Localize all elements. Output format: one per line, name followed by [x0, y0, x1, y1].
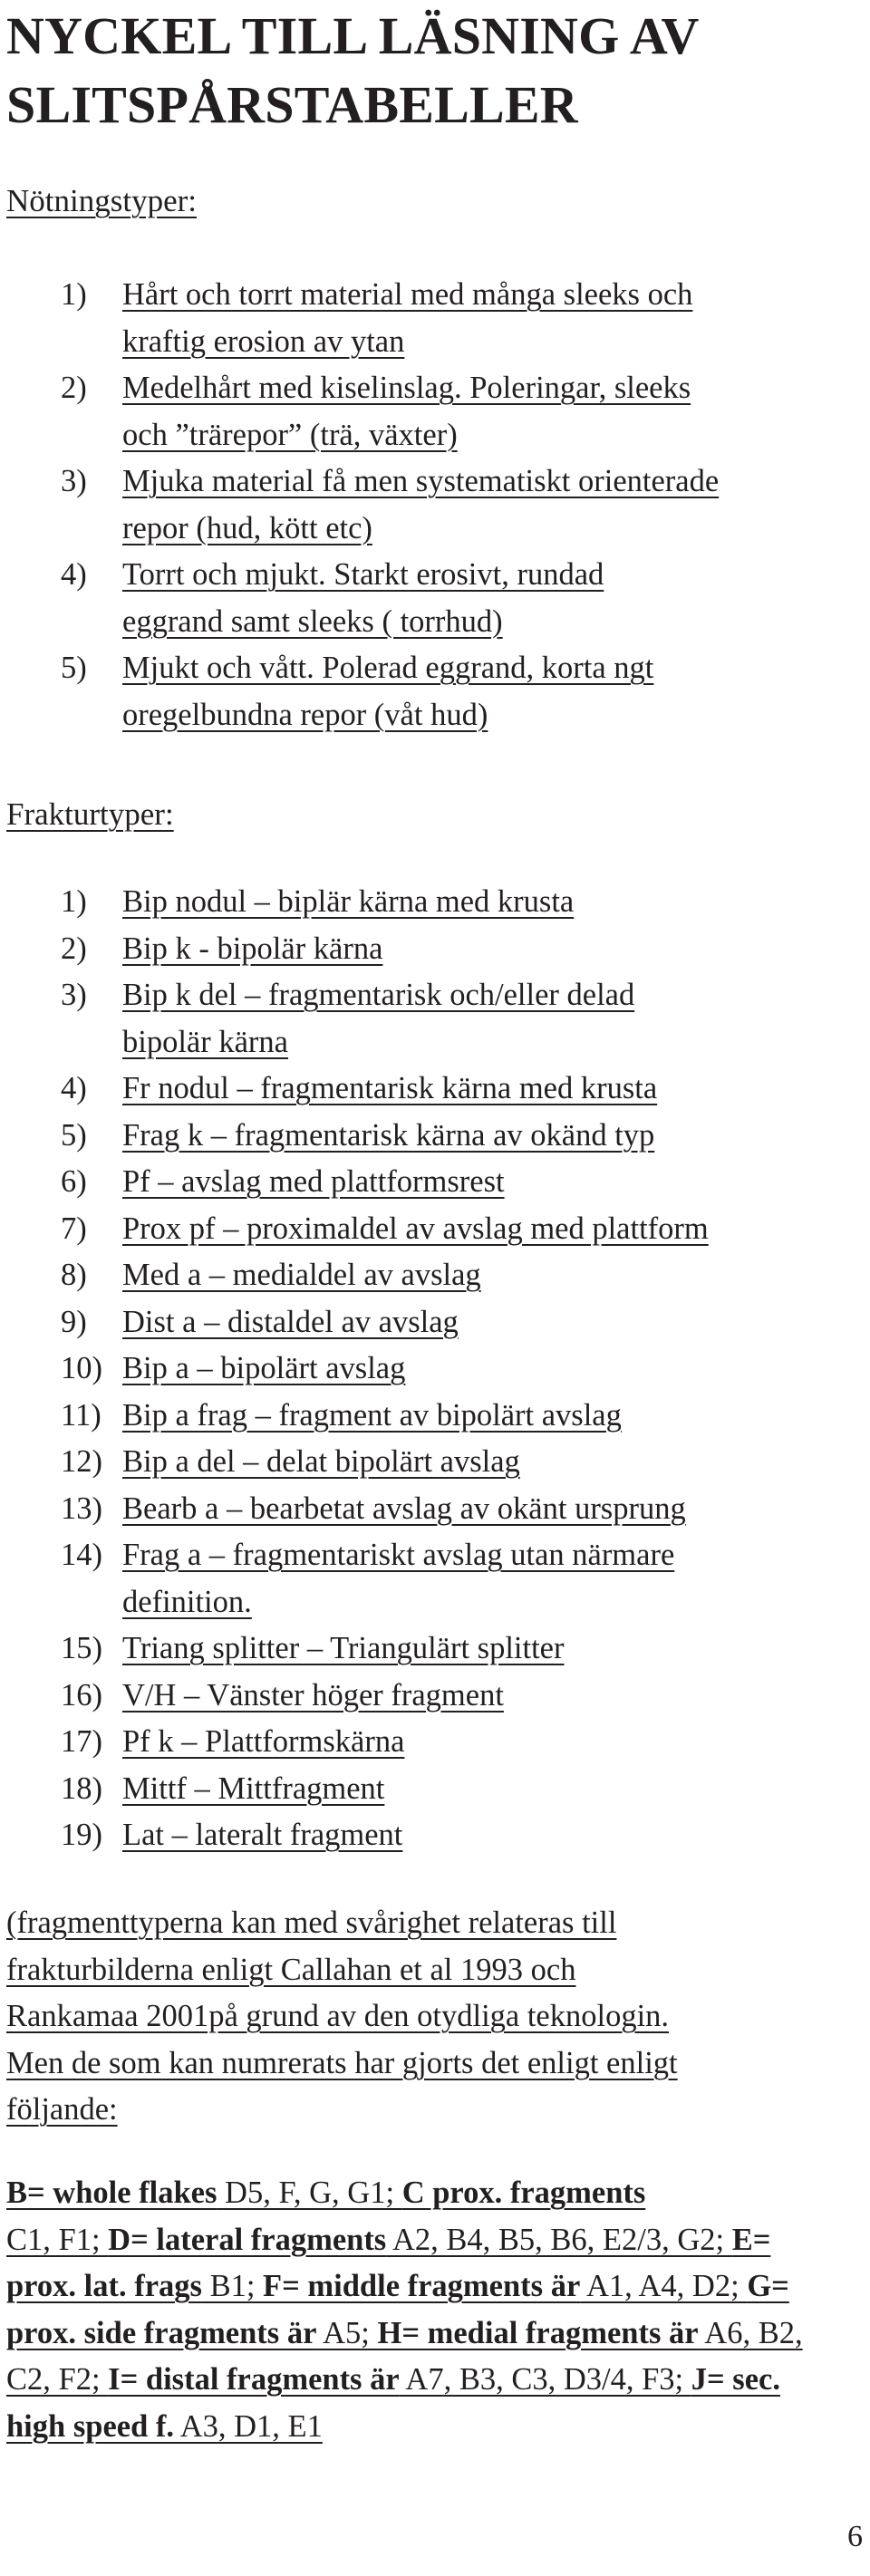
- wear-types-list: [0, 272, 870, 738]
- wear-item: 2) Medelhårt med kiselinslag. Poleringar, sleeks och ”trärepor” (trä, växter): [61, 371, 691, 452]
- fracture-item: 7) Prox pf – proximaldel av avslag med plattform: [61, 1211, 709, 1246]
- title-line-1: NYCKEL TILL LÄSNING AV: [6, 6, 700, 65]
- fragment-legend: B= whole flakes D5, F, G, G1; C prox. fragments C1, F1; D= lateral fragments A2, B4, B5, B6, E2/3, G2; E= prox. lat. frags B1; F= middle fragments är A1, A4, D2; G= prox. side fragments är A5; H= medial fragments är A6, B2, C2, F2; I= distal fragments är A7, B3, C3, D3/4, F3; J= sec. high speed f. A3, D1, E1: [6, 2176, 803, 2444]
- wear-item: 4) Torrt och mjukt. Starkt erosivt, rundad eggrand samt sleeks ( torrhud): [61, 557, 604, 639]
- fracture-item: 19) Lat – lateralt fragment: [61, 1818, 403, 1852]
- wear-item: 1) Hårt och torrt material med många sleeks och kraftig erosion av ytan: [61, 277, 693, 359]
- fracture-item: 15) Triang splitter – Triangulärt splitter: [61, 1631, 565, 1665]
- fracture-item: 2) Bip k - bipolär kärna: [61, 931, 383, 966]
- wear-item: 3) Mjuka material få men systematiskt orienterade repor (hud, kött etc): [61, 464, 720, 545]
- fracture-item: 3) Bip k del – fragmentarisk och/eller delad bipolär kärna: [61, 978, 635, 1059]
- fracture-types-heading: Frakturtyper:: [6, 796, 174, 832]
- wear-types-heading: Nötningstyper:: [6, 183, 197, 218]
- page-title: [6, 2, 849, 140]
- fracture-item: 11) Bip a frag – fragment av bipolärt avslag: [61, 1397, 622, 1433]
- fracture-item: 8) Med a – medialdel av avslag: [61, 1258, 481, 1292]
- fracture-item: 17) Pf k – Plattformskärna: [61, 1724, 405, 1759]
- fracture-item: 6) Pf – avslag med plattformsrest: [61, 1164, 505, 1199]
- fracture-item: 1) Bip nodul – biplär kärna med krusta: [61, 884, 575, 919]
- fracture-item: 10) Bip a – bipolärt avslag: [61, 1351, 406, 1385]
- fracture-item: 4) Fr nodul – fragmentarisk kärna med krusta: [61, 1071, 658, 1105]
- fracture-item: 12) Bip a del – delat bipolärt avslag: [61, 1444, 520, 1479]
- fracture-item: 16) V/H – Vänster höger fragment: [61, 1677, 504, 1713]
- fracture-item: 13) Bearb a – bearbetat avslag av okänt ursprung: [61, 1491, 686, 1526]
- fracture-types-list: [0, 879, 870, 1859]
- fracture-item: 9) Dist a – distaldel av avslag: [61, 1304, 459, 1339]
- fracture-item: 14) Frag a – fragmentariskt avslag utan närmare definition.: [61, 1538, 675, 1619]
- wear-item: 5) Mjukt och vått. Polerad eggrand, korta ngt oregelbundna repor (våt hud): [61, 651, 654, 732]
- title-line-2: SLITSPÅRSTABELLER: [6, 75, 578, 134]
- fracture-item: 18) Mittf – Mittfragment: [61, 1770, 385, 1806]
- note-paragraph: (fragmenttyperna kan med svårighet relateras till frakturbilderna enligt Callahan et al 1993 och Rankamaa 2001på grund av den otydliga teknologin. Men de som kan numrerats har gjorts det enligt enligt följande:: [6, 1905, 678, 2127]
- fracture-item: 5) Frag k – fragmentarisk kärna av okänd typ: [61, 1117, 655, 1153]
- page-number: 6: [847, 2520, 863, 2553]
